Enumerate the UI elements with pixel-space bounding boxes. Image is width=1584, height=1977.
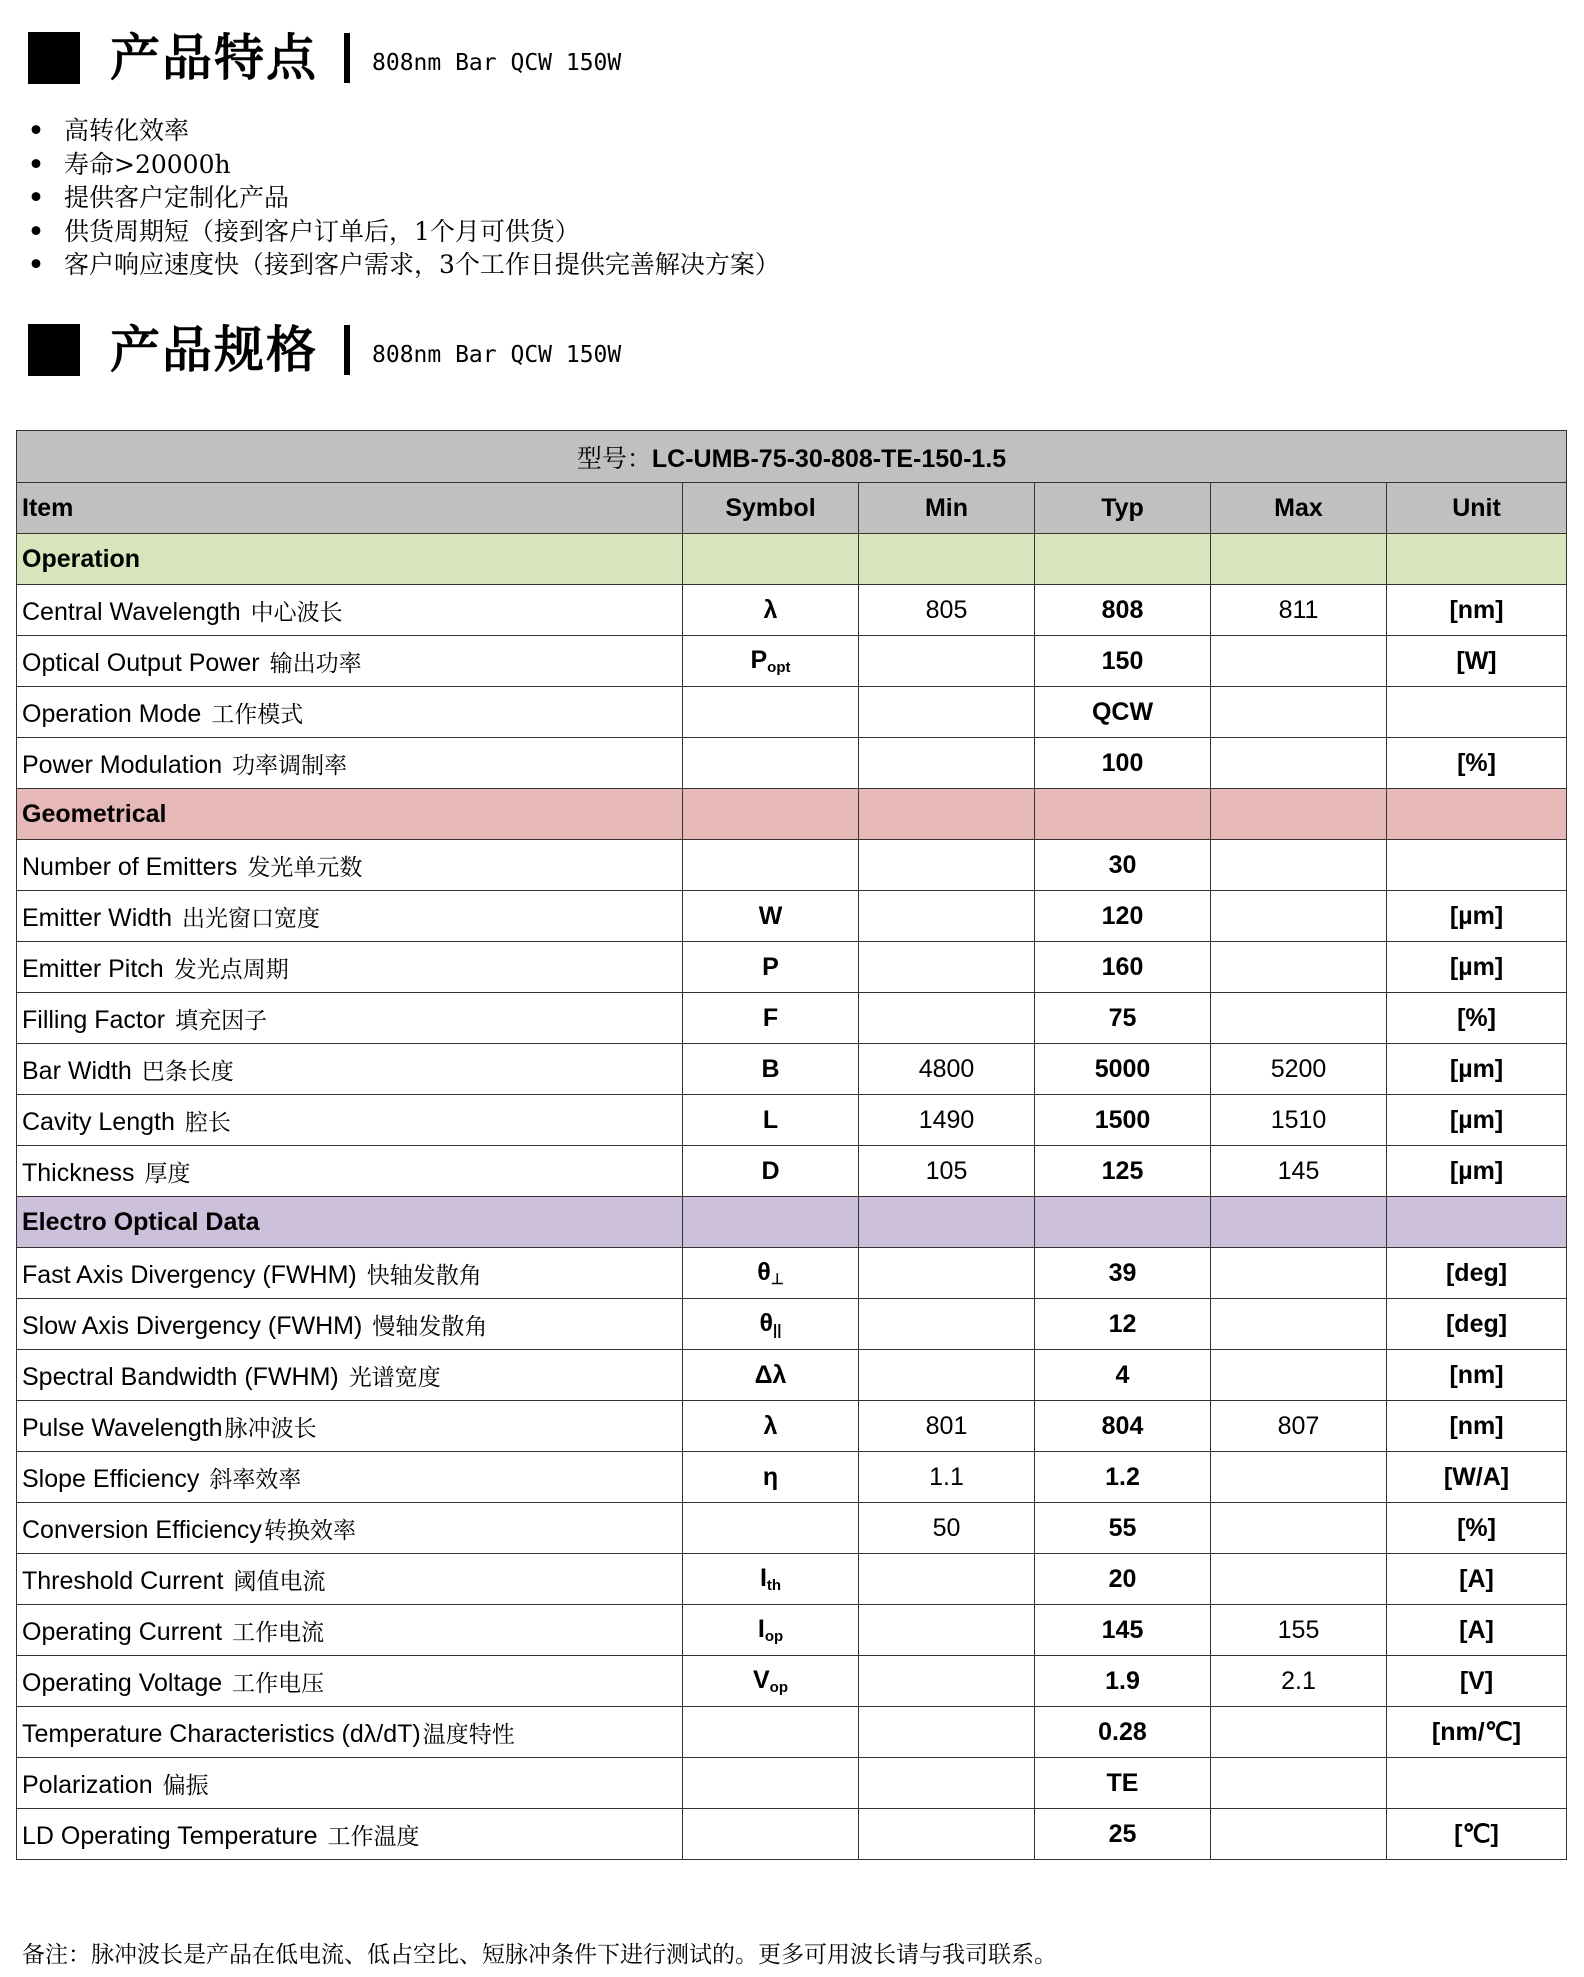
feature-list xyxy=(28,114,780,282)
item-cell: Bar Width 巴条长度 xyxy=(17,1044,683,1095)
list-item xyxy=(28,248,780,282)
symbol-cell: λ xyxy=(683,585,859,636)
unit-cell: [nm] xyxy=(1387,1401,1567,1452)
item-cell: Operating Current 工作电流 xyxy=(17,1605,683,1656)
item-cell: Temperature Characteristics (dλ/dT)温度特性 xyxy=(17,1707,683,1758)
min-cell: 105 xyxy=(859,1146,1035,1197)
table-row xyxy=(17,1554,1567,1605)
unit-cell: [µm] xyxy=(1387,942,1567,993)
typ-cell: 75 xyxy=(1035,993,1211,1044)
item-cell: LD Operating Temperature 工作温度 xyxy=(17,1809,683,1860)
list-item xyxy=(28,181,780,215)
table-row xyxy=(17,1044,1567,1095)
typ-cell: 30 xyxy=(1035,840,1211,891)
max-cell: 1510 xyxy=(1211,1095,1387,1146)
table-row xyxy=(17,1707,1567,1758)
unit-cell: [nm] xyxy=(1387,1350,1567,1401)
min-cell xyxy=(859,687,1035,738)
item-cell: Emitter Pitch 发光点周期 xyxy=(17,942,683,993)
table-row xyxy=(17,1248,1567,1299)
max-cell: 807 xyxy=(1211,1401,1387,1452)
table-row xyxy=(17,1656,1567,1707)
symbol-cell: Δλ xyxy=(683,1350,859,1401)
specs-section-header xyxy=(28,320,621,380)
model-label: 型号： xyxy=(576,443,652,473)
max-cell xyxy=(1211,1758,1387,1809)
max-cell xyxy=(1211,993,1387,1044)
symbol-cell xyxy=(683,840,859,891)
unit-cell: [%] xyxy=(1387,993,1567,1044)
typ-cell: QCW xyxy=(1035,687,1211,738)
min-cell: 1490 xyxy=(859,1095,1035,1146)
column-header-min: Min xyxy=(859,483,1035,534)
min-cell xyxy=(859,636,1035,687)
symbol-cell: W xyxy=(683,891,859,942)
typ-cell: 145 xyxy=(1035,1605,1211,1656)
table-row xyxy=(17,993,1567,1044)
unit-cell: [µm] xyxy=(1387,1146,1567,1197)
max-cell xyxy=(1211,891,1387,942)
min-cell xyxy=(859,942,1035,993)
table-row xyxy=(17,585,1567,636)
column-header-typ: Typ xyxy=(1035,483,1211,534)
min-cell xyxy=(859,1350,1035,1401)
unit-cell: [µm] xyxy=(1387,891,1567,942)
unit-cell: [nm] xyxy=(1387,585,1567,636)
item-cell: Conversion Efficiency转换效率 xyxy=(17,1503,683,1554)
column-header-item: Item xyxy=(17,483,683,534)
table-row xyxy=(17,1758,1567,1809)
typ-cell: 39 xyxy=(1035,1248,1211,1299)
unit-cell: [℃] xyxy=(1387,1809,1567,1860)
min-cell xyxy=(859,993,1035,1044)
feature-text: 高转化效率 xyxy=(64,116,190,145)
typ-cell: 0.28 xyxy=(1035,1707,1211,1758)
list-item xyxy=(28,148,780,182)
feature-text: 提供客户定制化产品 xyxy=(64,183,290,212)
typ-cell: 55 xyxy=(1035,1503,1211,1554)
min-cell: 805 xyxy=(859,585,1035,636)
min-cell xyxy=(859,1248,1035,1299)
symbol-cell: λ xyxy=(683,1401,859,1452)
unit-cell xyxy=(1387,840,1567,891)
item-cell: Polarization 偏振 xyxy=(17,1758,683,1809)
typ-cell: 120 xyxy=(1035,891,1211,942)
unit-cell: [V] xyxy=(1387,1656,1567,1707)
min-cell xyxy=(859,1809,1035,1860)
vertical-divider xyxy=(344,33,350,83)
typ-cell: 125 xyxy=(1035,1146,1211,1197)
symbol-cell xyxy=(683,687,859,738)
item-cell: Number of Emitters 发光单元数 xyxy=(17,840,683,891)
unit-cell: [µm] xyxy=(1387,1044,1567,1095)
item-cell: Threshold Current 阈值电流 xyxy=(17,1554,683,1605)
table-row xyxy=(17,1350,1567,1401)
max-cell xyxy=(1211,1350,1387,1401)
item-cell: Filling Factor 填充因子 xyxy=(17,993,683,1044)
group-label: Geometrical xyxy=(17,789,683,840)
symbol-cell xyxy=(683,1809,859,1860)
typ-cell: 25 xyxy=(1035,1809,1211,1860)
min-cell xyxy=(859,1299,1035,1350)
max-cell xyxy=(1211,738,1387,789)
features-title: 产品特点 xyxy=(110,28,318,87)
table-row xyxy=(17,738,1567,789)
item-cell: Emitter Width 出光窗口宽度 xyxy=(17,891,683,942)
item-cell: Slope Efficiency 斜率效率 xyxy=(17,1452,683,1503)
unit-cell: [A] xyxy=(1387,1554,1567,1605)
item-cell: Operating Voltage 工作电压 xyxy=(17,1656,683,1707)
group-label: Operation xyxy=(17,534,683,585)
typ-cell: 4 xyxy=(1035,1350,1211,1401)
unit-cell xyxy=(1387,687,1567,738)
max-cell xyxy=(1211,1707,1387,1758)
footnote: 备注：脉冲波长是产品在低电流、低占空比、短脉冲条件下进行测试的。更多可用波长请与我司联系。 xyxy=(22,1942,1057,1968)
min-cell xyxy=(859,1758,1035,1809)
column-header-row xyxy=(17,483,1567,534)
item-cell: Thickness 厚度 xyxy=(17,1146,683,1197)
table-row xyxy=(17,1452,1567,1503)
symbol-cell: $I_{th}$ xyxy=(683,1554,859,1605)
model-cell xyxy=(17,431,1567,483)
unit-cell: [%] xyxy=(1387,738,1567,789)
symbol-cell xyxy=(683,1503,859,1554)
typ-cell: 150 xyxy=(1035,636,1211,687)
symbol-cell: $V_{op}$ xyxy=(683,1656,859,1707)
bullet-icon: • xyxy=(28,250,44,279)
table-row xyxy=(17,1146,1567,1197)
typ-cell: TE xyxy=(1035,1758,1211,1809)
max-cell xyxy=(1211,1248,1387,1299)
max-cell xyxy=(1211,1503,1387,1554)
group-label: Electro Optical Data xyxy=(17,1197,683,1248)
features-subtitle: 808nm Bar QCW 150W xyxy=(372,50,622,76)
symbol-cell: η xyxy=(683,1452,859,1503)
typ-cell: 20 xyxy=(1035,1554,1211,1605)
symbol-cell xyxy=(683,1707,859,1758)
min-cell: 4800 xyxy=(859,1044,1035,1095)
table-row xyxy=(17,840,1567,891)
min-cell xyxy=(859,1554,1035,1605)
unit-cell: [W] xyxy=(1387,636,1567,687)
item-cell: Cavity Length 腔长 xyxy=(17,1095,683,1146)
typ-cell: 804 xyxy=(1035,1401,1211,1452)
list-item xyxy=(28,215,780,249)
unit-cell: [W/A] xyxy=(1387,1452,1567,1503)
max-cell xyxy=(1211,1809,1387,1860)
max-cell: 155 xyxy=(1211,1605,1387,1656)
spec-table xyxy=(16,430,1567,1860)
typ-cell: 160 xyxy=(1035,942,1211,993)
feature-text: 寿命>20000h xyxy=(64,149,231,179)
symbol-cell: P xyxy=(683,942,859,993)
typ-cell: 1500 xyxy=(1035,1095,1211,1146)
table-row xyxy=(17,891,1567,942)
max-cell xyxy=(1211,1554,1387,1605)
table-row xyxy=(17,1401,1567,1452)
min-cell xyxy=(859,1605,1035,1656)
item-cell: Fast Axis Divergency (FWHM) 快轴发散角 xyxy=(17,1248,683,1299)
model-row xyxy=(17,431,1567,483)
model-number: LC-UMB-75-30-808-TE-150-1.5 xyxy=(651,444,1007,473)
min-cell: 50 xyxy=(859,1503,1035,1554)
group-row-geometrical xyxy=(17,789,1567,840)
unit-cell: [deg] xyxy=(1387,1299,1567,1350)
symbol-cell xyxy=(683,738,859,789)
max-cell: 2.1 xyxy=(1211,1656,1387,1707)
group-row-electro-optical xyxy=(17,1197,1567,1248)
black-square-icon xyxy=(28,324,80,376)
min-cell xyxy=(859,1707,1035,1758)
typ-cell: 100 xyxy=(1035,738,1211,789)
feature-text: 供货周期短（接到客户订单后，1个月可供货） xyxy=(64,216,580,246)
unit-cell: [nm/℃] xyxy=(1387,1707,1567,1758)
unit-cell: [µm] xyxy=(1387,1095,1567,1146)
specs-title: 产品规格 xyxy=(110,320,318,379)
bullet-icon: • xyxy=(28,183,44,212)
specs-subtitle: 808nm Bar QCW 150W xyxy=(372,342,622,368)
column-header-symbol: Symbol xyxy=(683,483,859,534)
symbol-cell: D xyxy=(683,1146,859,1197)
features-section-header xyxy=(28,28,621,88)
max-cell xyxy=(1211,636,1387,687)
black-square-icon xyxy=(28,32,80,84)
max-cell: 5200 xyxy=(1211,1044,1387,1095)
min-cell xyxy=(859,1656,1035,1707)
typ-cell: 1.2 xyxy=(1035,1452,1211,1503)
symbol-cell: $P_{opt}$ xyxy=(683,636,859,687)
bullet-icon: • xyxy=(28,149,44,179)
table-row xyxy=(17,942,1567,993)
symbol-cell: $I_{op}$ xyxy=(683,1605,859,1656)
max-cell xyxy=(1211,687,1387,738)
table-row xyxy=(17,1299,1567,1350)
max-cell xyxy=(1211,1299,1387,1350)
bullet-icon: • xyxy=(28,216,44,246)
item-cell: Operation Mode 工作模式 xyxy=(17,687,683,738)
unit-cell: [%] xyxy=(1387,1503,1567,1554)
item-cell: Pulse Wavelength脉冲波长 xyxy=(17,1401,683,1452)
table-row xyxy=(17,687,1567,738)
symbol-cell: $\theta_{||}$ xyxy=(683,1299,859,1350)
max-cell: 811 xyxy=(1211,585,1387,636)
table-row xyxy=(17,1095,1567,1146)
min-cell xyxy=(859,891,1035,942)
table-row xyxy=(17,636,1567,687)
column-header-unit: Unit xyxy=(1387,483,1567,534)
list-item xyxy=(28,114,780,148)
table-row xyxy=(17,1809,1567,1860)
symbol-cell: $\theta_\perp$ xyxy=(683,1248,859,1299)
typ-cell: 1.9 xyxy=(1035,1656,1211,1707)
item-cell: Central Wavelength 中心波长 xyxy=(17,585,683,636)
max-cell xyxy=(1211,840,1387,891)
unit-cell: [A] xyxy=(1387,1605,1567,1656)
item-cell: Optical Output Power 输出功率 xyxy=(17,636,683,687)
table-row xyxy=(17,1503,1567,1554)
item-cell: Spectral Bandwidth (FWHM) 光谱宽度 xyxy=(17,1350,683,1401)
symbol-cell: F xyxy=(683,993,859,1044)
symbol-cell: L xyxy=(683,1095,859,1146)
bullet-icon: • xyxy=(28,116,44,145)
max-cell: 145 xyxy=(1211,1146,1387,1197)
column-header-max: Max xyxy=(1211,483,1387,534)
typ-cell: 12 xyxy=(1035,1299,1211,1350)
unit-cell: [deg] xyxy=(1387,1248,1567,1299)
feature-text: 客户响应速度快（接到客户需求，3个工作日提供完善解决方案） xyxy=(64,250,780,279)
symbol-cell: B xyxy=(683,1044,859,1095)
group-row-operation xyxy=(17,534,1567,585)
min-cell xyxy=(859,738,1035,789)
item-cell: Slow Axis Divergency (FWHM) 慢轴发散角 xyxy=(17,1299,683,1350)
table-row xyxy=(17,1605,1567,1656)
min-cell: 1.1 xyxy=(859,1452,1035,1503)
max-cell xyxy=(1211,942,1387,993)
typ-cell: 5000 xyxy=(1035,1044,1211,1095)
max-cell xyxy=(1211,1452,1387,1503)
symbol-cell xyxy=(683,1758,859,1809)
typ-cell: 808 xyxy=(1035,585,1211,636)
min-cell xyxy=(859,840,1035,891)
min-cell: 801 xyxy=(859,1401,1035,1452)
unit-cell xyxy=(1387,1758,1567,1809)
vertical-divider xyxy=(344,325,350,375)
item-cell: Power Modulation 功率调制率 xyxy=(17,738,683,789)
